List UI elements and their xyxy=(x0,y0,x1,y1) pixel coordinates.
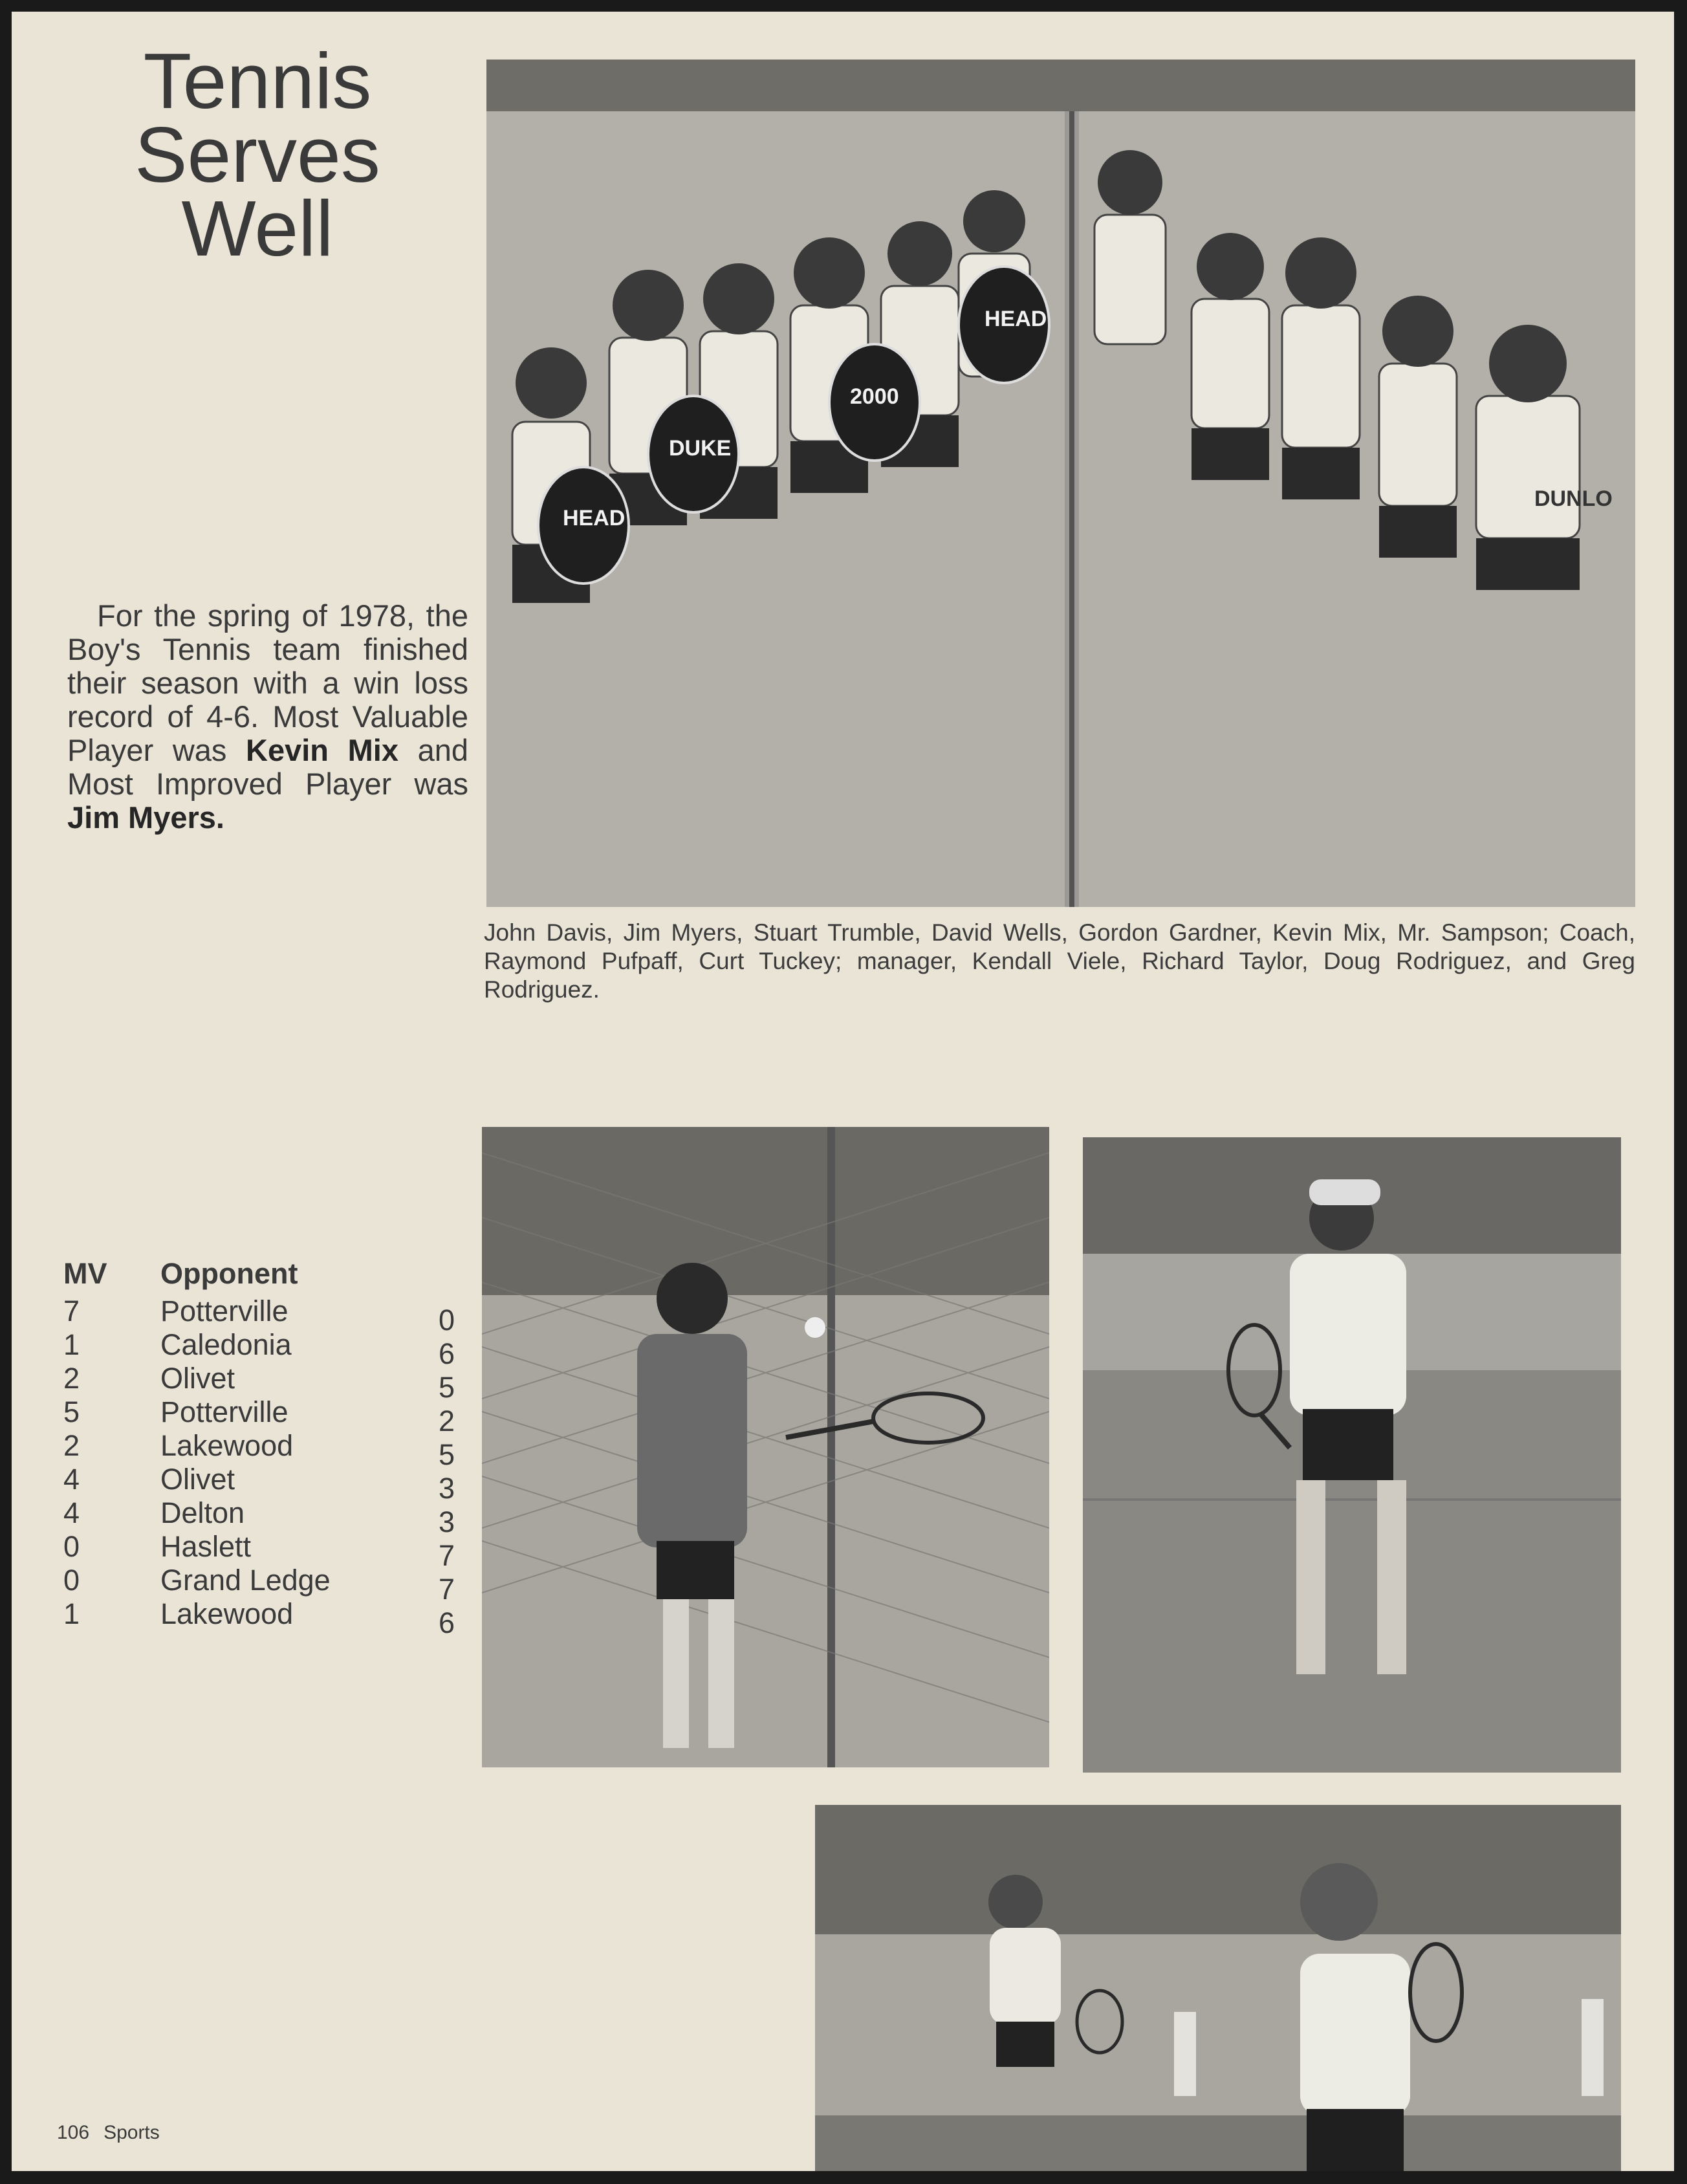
racket-label-1: HEAD xyxy=(563,506,626,530)
mv-score: 2 xyxy=(63,1429,80,1462)
opponent-score: 6 xyxy=(439,1606,455,1639)
mv-score: 5 xyxy=(63,1395,80,1428)
opponent-name: Lakewood xyxy=(160,1597,294,1630)
opponent-score: 7 xyxy=(439,1539,455,1572)
opponent-name: Delton xyxy=(160,1496,245,1529)
mv-score: 1 xyxy=(63,1328,80,1361)
opponent-score: 5 xyxy=(439,1438,455,1471)
action-photo-bottom-image xyxy=(815,1805,1621,2171)
score-row xyxy=(50,1429,477,1471)
intro-paragraph xyxy=(67,599,468,835)
header-opponent: Opponent xyxy=(160,1257,298,1290)
racket-label-2: DUKE xyxy=(669,436,732,461)
opponent-name: Potterville xyxy=(160,1395,288,1428)
title-line-3: Well xyxy=(181,184,334,272)
racket-label-3: 2000 xyxy=(850,384,899,409)
score-row xyxy=(50,1530,477,1572)
opponent-name: Haslett xyxy=(160,1530,252,1563)
mv-score: 7 xyxy=(63,1294,80,1327)
header-mv: MV xyxy=(63,1257,107,1290)
opponent-name: Potterville xyxy=(160,1294,288,1327)
team-photo xyxy=(486,60,1635,907)
action-photo-left-image xyxy=(482,1127,1049,1767)
action-photo-right xyxy=(1083,1137,1621,1773)
opponent-name: Olivet xyxy=(160,1463,235,1496)
page-title xyxy=(89,37,426,272)
opponent-score: 3 xyxy=(439,1505,455,1538)
opponent-score: 2 xyxy=(439,1404,455,1437)
scores-header xyxy=(50,1257,477,1294)
action-photo-bottom xyxy=(815,1805,1621,2171)
yearbook-page xyxy=(12,12,1674,2171)
opponent-score: 3 xyxy=(439,1472,455,1505)
score-row xyxy=(50,1294,477,1337)
action-photo-left xyxy=(482,1127,1049,1767)
mv-score: 4 xyxy=(63,1496,80,1529)
mv-score: 1 xyxy=(63,1597,80,1630)
team-photo-caption: John Davis, Jim Myers, Stuart Trumble, David Wells, Gordon Gardner, Kevin Mix, Mr. Sampson; Coach, Raymond Pufpaff, Curt Tuckey; manager, Kendall Viele, Richard Taylor, Doug Rodriguez, and Greg Rodriguez. xyxy=(484,919,1635,1003)
page-footer xyxy=(57,2122,174,2144)
score-row xyxy=(50,1395,477,1437)
mv-score: 0 xyxy=(63,1530,80,1563)
opponent-name: Lakewood xyxy=(160,1429,294,1462)
score-row xyxy=(50,1362,477,1404)
page-number: 106 xyxy=(57,2122,90,2143)
score-row xyxy=(50,1496,477,1538)
season-scores-table xyxy=(50,1257,477,1639)
intro-text-2: and Most Improved Player was xyxy=(67,733,468,801)
intro-text-1: For the spring of 1978, the Boy's Tennis team finished their season with a win loss record of 4-6. Most Valuable Player was xyxy=(67,598,468,767)
mv-score: 2 xyxy=(63,1362,80,1395)
opponent-score: 6 xyxy=(439,1337,455,1370)
score-row xyxy=(50,1328,477,1370)
title-line-2: Serves xyxy=(135,111,380,199)
mip-name: Jim Myers. xyxy=(67,800,224,835)
action-photo-right-image xyxy=(1083,1137,1621,1773)
mvp-name: Kevin Mix xyxy=(246,733,398,767)
racket-label-4: HEAD xyxy=(985,307,1047,331)
mv-score: 4 xyxy=(63,1463,80,1496)
opponent-name: Caledonia xyxy=(160,1328,292,1361)
title-line-1: Tennis xyxy=(143,37,372,125)
score-row xyxy=(50,1463,477,1505)
opponent-name: Grand Ledge xyxy=(160,1564,331,1597)
racket-label-5: DUNLO xyxy=(1534,486,1613,511)
mv-score: 0 xyxy=(63,1564,80,1597)
team-photo-image xyxy=(486,60,1635,907)
section-name: Sports xyxy=(103,2122,160,2143)
opponent-score: 7 xyxy=(439,1573,455,1606)
opponent-score: 0 xyxy=(439,1304,455,1337)
opponent-name: Olivet xyxy=(160,1362,235,1395)
opponent-score: 5 xyxy=(439,1371,455,1404)
score-row xyxy=(50,1564,477,1606)
score-row xyxy=(50,1597,477,1639)
